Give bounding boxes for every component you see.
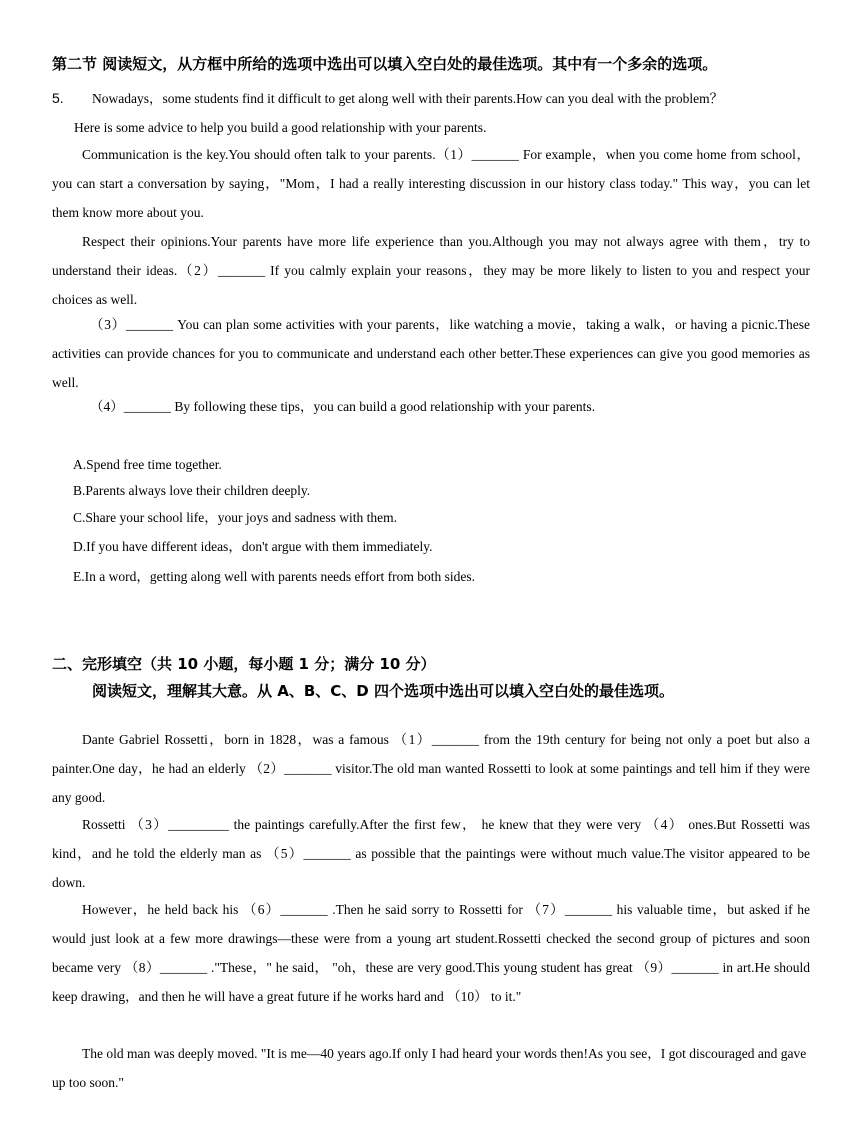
answer-option: C.Share your school life，your joys and sadness with them. [73, 510, 397, 525]
passage-paragraph: Communication is the key.You should often talk to your parents.（1）_______ For example，when you come home from school，you can start a conversation by saying，"Mom，I had a really interesting discussion in our history class today." This way，you can let them know more about you. [52, 147, 810, 220]
answer-option: B.Parents always love their children deeply. [73, 483, 311, 498]
passage-paragraph: Respect their opinions.Your parents have more life experience than you.Although you may not always agree with them，try to understand their ideas.（2）_______ If you calmly explain your reasons，they may be more likely to listen to you and respect your choices as well. [52, 234, 810, 307]
cloze-paragraph: The old man was deeply moved. "It is me—40 years ago.If only I had heard your words then!As you see，I got discouraged and gave up too soon." [52, 1046, 807, 1090]
cloze-section-heading: 二、完形填空（共 10 小题，每小题 1 分；满分 10 分） [52, 655, 436, 673]
answer-option: D.If you have different ideas，don't argue with them immediately. [73, 539, 433, 554]
section-heading: 第二节 阅读短文，从方框中所给的选项中选出可以填入空白处的最佳选项。其中有一个多余的选项。 [52, 55, 718, 73]
cloze-paragraph: However，he held back his （6）_______ .Then he said sorry to Rossetti for （7）_______ his valuable time，but asked if he would just look at a few more drawings—these were from a young art student.Rossetti checked the second group of pictures and soon became very （8）_______ ."These，" he said， "oh，these are very good.This young student has great （9）_______ in art.He should keep drawing，and then he will have a great future if he works hard and （10） to it." [52, 902, 810, 1004]
passage-intro-line: Here is some advice to help you build a good relationship with your parents. [74, 120, 487, 135]
cloze-paragraph: Rossetti （3）_________ the paintings carefully.After the first few， he knew that they were very （4） ones.But Rossetti was kind，and he told the elderly man as （5）_______ as possible that the paintings were without much value.The visitor appeared to be down. [52, 817, 810, 890]
passage-intro-line: Nowadays，some students find it difficult to get along well with their parents.How can you deal with the problem？ [92, 91, 724, 106]
cloze-paragraph: Dante Gabriel Rossetti，born in 1828，was a famous （1）_______ from the 19th century for being not only a poet but also a painter.One day，he had an elderly （2）_______ visitor.The old man wanted Rossetti to look at some paintings and tell him if they were any good. [52, 732, 810, 805]
question-number: 5. [52, 90, 64, 106]
answer-option: E.In a word，getting along well with parents needs effort from both sides. [73, 569, 476, 584]
passage-paragraph: （4）_______ By following these tips，you can build a good relationship with your parents. [90, 399, 596, 414]
passage-paragraph: （3）_______ You can plan some activities with your parents，like watching a movie，taking a walk，or having a picnic.These activities can provide chances for you to communicate and understand each other better.These experiences can give you good memories as well. [52, 317, 810, 390]
cloze-instruction: 阅读短文，理解其大意。从 A、B、C、D 四个选项中选出可以填入空白处的最佳选项。 [92, 682, 674, 700]
answer-option: A.Spend free time together. [73, 457, 222, 472]
